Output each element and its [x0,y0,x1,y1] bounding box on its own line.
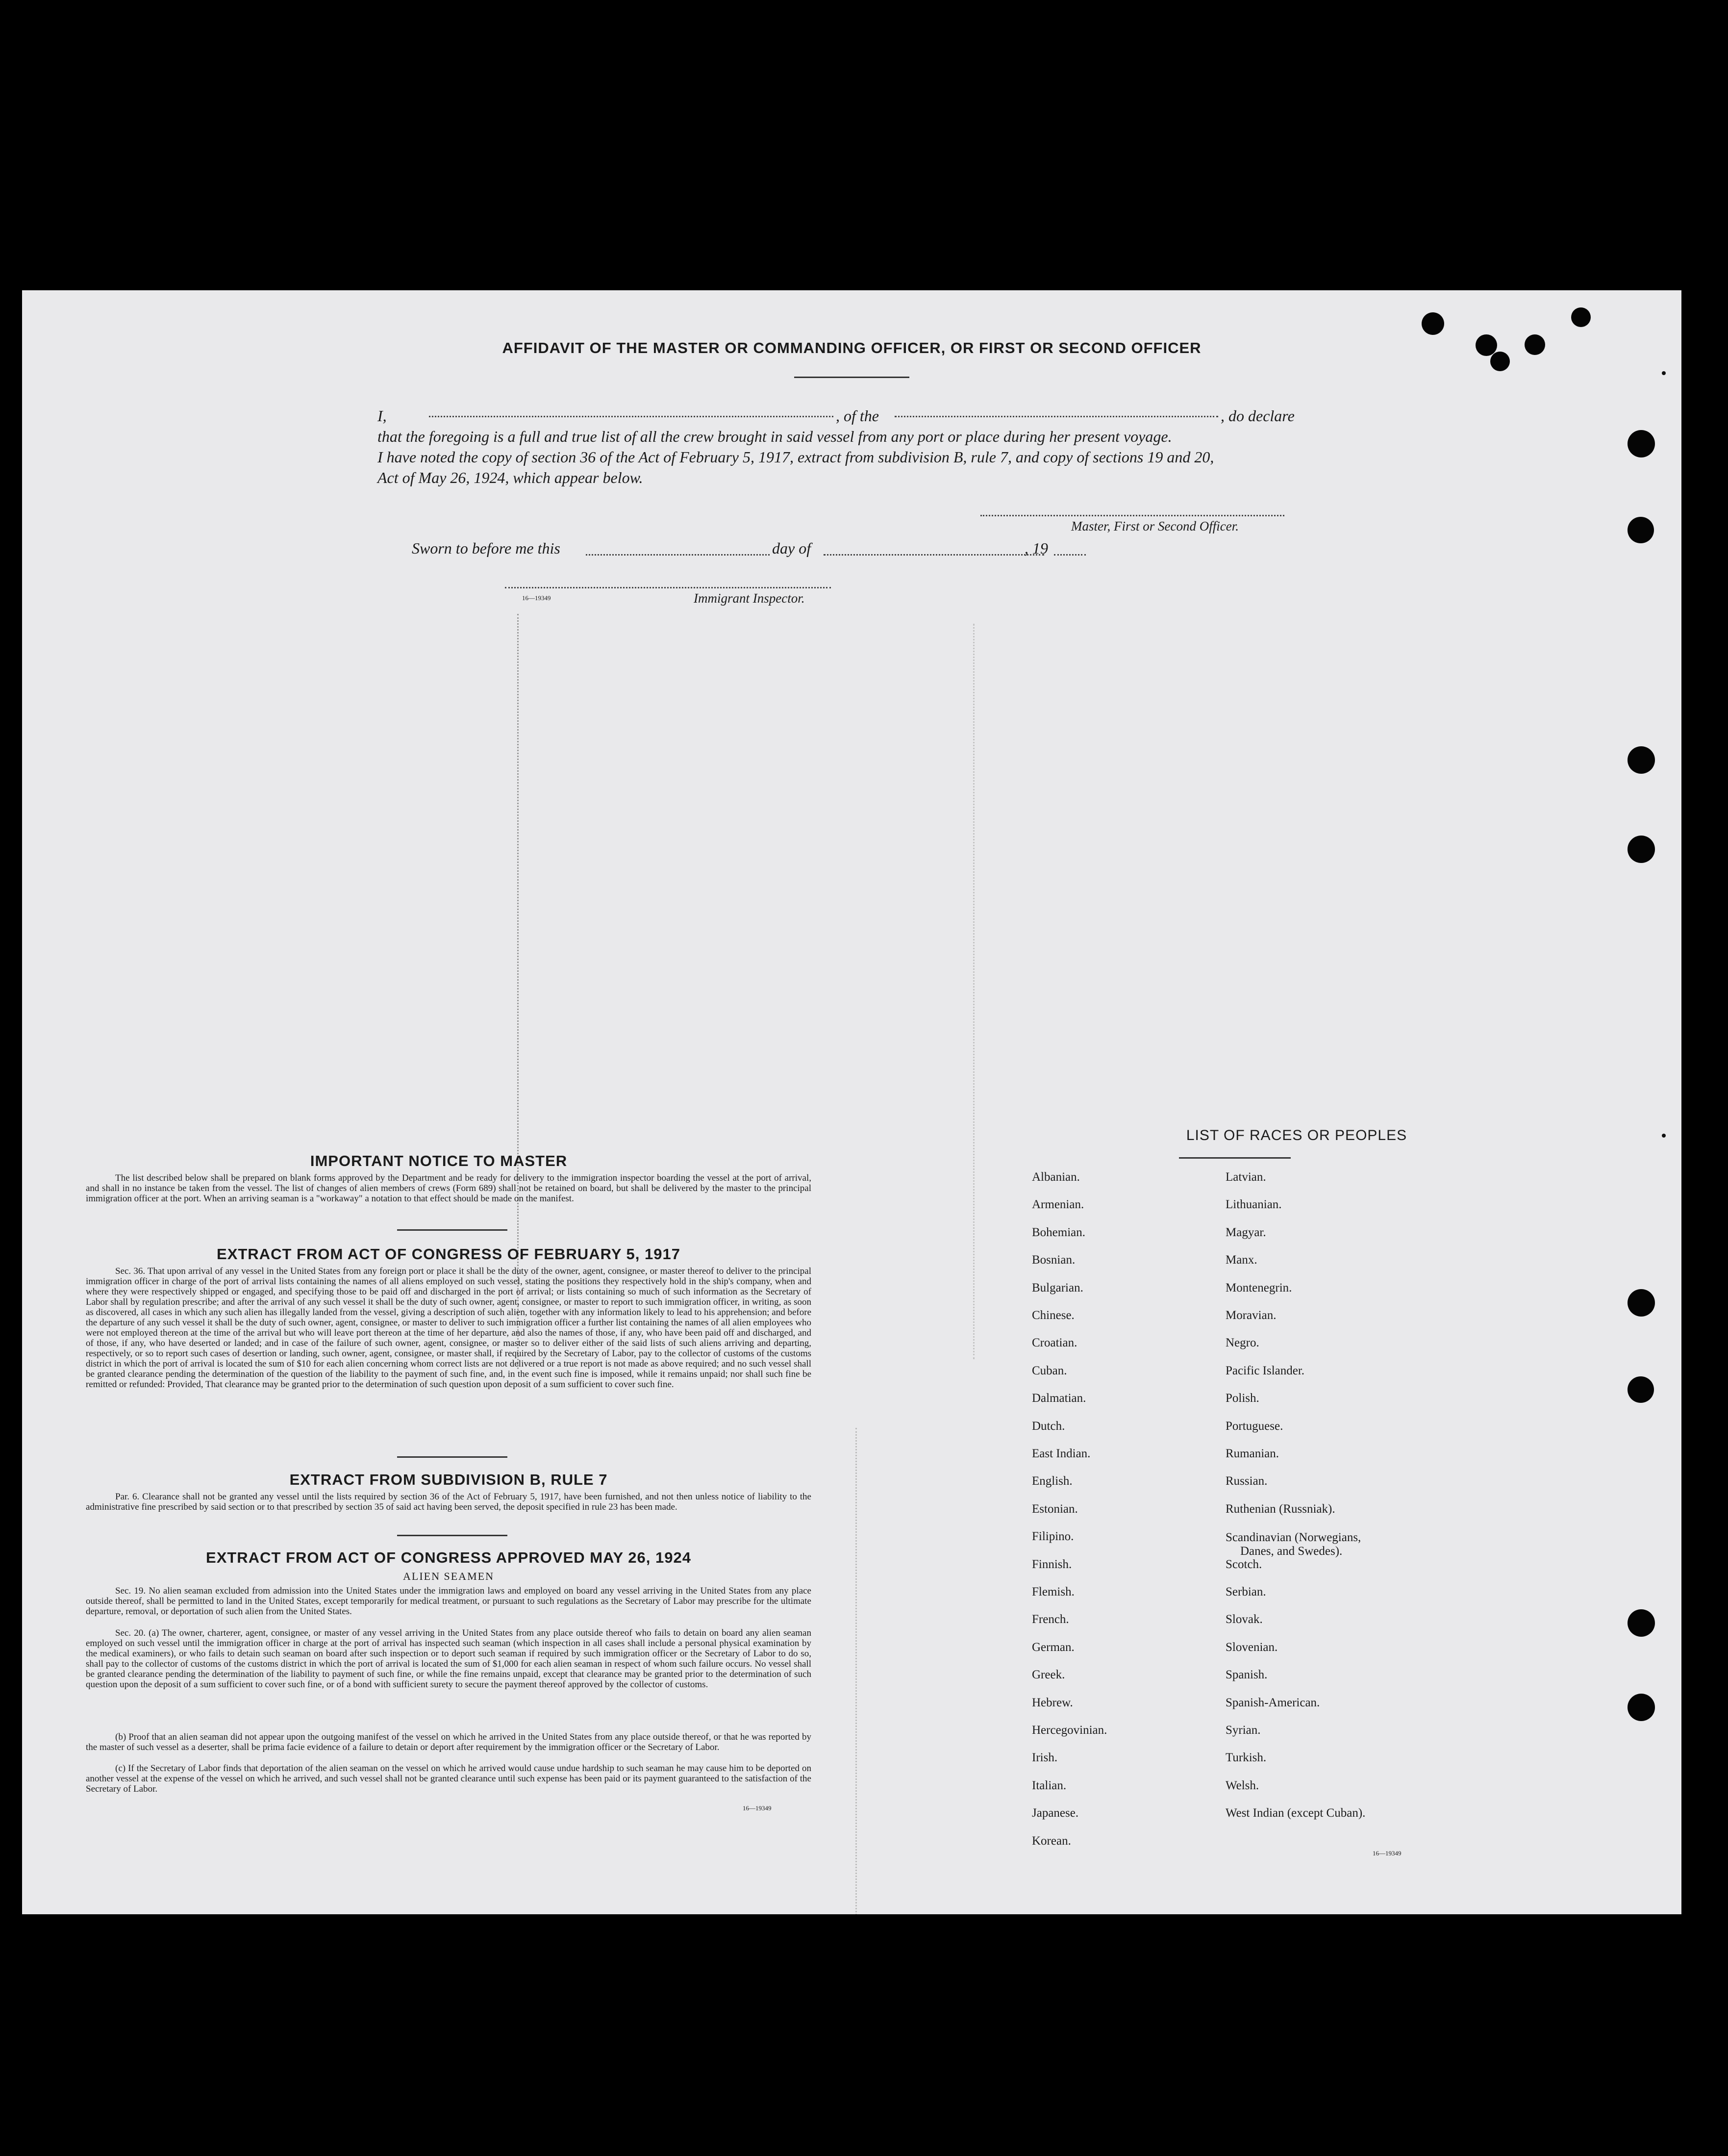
race-item: Finnish. [1032,1557,1072,1571]
notice-text: The list described below shall be prepared on blank forms approved by the Department and be ready for delivery to the immigration inspector boarding the vessel at the port of arrival, and shall in no instance be taken from the vessel. The list of changes of alien members of crews (Form 689) shall not be retained on board, but shall be delivered by the master to the principal immigration officer at the port. When an arriving seaman is a "workaway" a notation to that effect should be made on the manifest. [86,1173,811,1204]
punch-hole [1628,1289,1655,1317]
race-item: Flemish. [1032,1585,1075,1598]
race-item: Ruthenian (Russniak). [1226,1502,1335,1516]
races-rule [1179,1157,1291,1159]
race-item: Portuguese. [1226,1419,1283,1433]
affidavit-line-3: I have noted the copy of section 36 of the Act of February 5, 1917, extract from subdivision B, rule 7, and copy of sections 19 and 20, [377,448,1214,466]
sworn-date-field[interactable] [586,554,770,556]
race-item: Hercegovinian. [1032,1724,1107,1737]
speck [1662,371,1666,375]
race-item: Chinese. [1032,1309,1075,1322]
sec20a-text: Sec. 20. (a) The owner, charterer, agent, consignee, or master of any vessel arriving in the United States from any place outside thereof who fails to detain on board any alien seaman employed on such vessel until the immigration officer in charge at the port of arrival has inspected such seaman (which inspection in all cases shall include a personal physical examination by the medical examiners), or who fails to detain such seaman on board after such inspection or to deport such seaman if required by such immigration officer or the Secretary of Labor to do so, shall pay to the collector of customs of the customs district in which the port of arrival is located the sum of $1,000 for each alien seaman in respect of whom such failure occurs. No vessel shall be granted clearance pending the determination of the liability to payment of such fine, or while the fine remains unpaid, except that clearance may be granted prior to the determination of such question upon the deposit of a sum sufficient to cover such fine, or of a bond with sufficient surety to secure the payment thereof approved by the collector of customs. [86,1628,811,1690]
punch-hole [1422,312,1444,335]
race-item: Scotch. [1226,1557,1262,1571]
punch-hole [1628,1694,1655,1721]
race-item: Polish. [1226,1392,1259,1405]
punch-hole [1628,746,1655,774]
race-item: Italian. [1032,1778,1067,1792]
rule7-title: EXTRACT FROM SUBDIVISION B, RULE 7 [289,1471,608,1488]
section-rule [397,1535,507,1536]
sec20c-text: (c) If the Secretary of Labor finds that deportation of the alien seaman on the vessel on which he arrived would cause undue hardship to such seaman he may cause him to be deported on another vessel at the expense of the vessel on which he arrived, and such vessel shall not be granted clearance until such expense has been paid or its payment guaranteed to the satisfaction of the Secretary of Labor. [86,1763,811,1794]
year-label: , 19 [1025,539,1048,557]
master-signature-field[interactable] [980,515,1284,516]
form-number: 16—19349 [743,1804,772,1812]
punch-hole [1628,1376,1654,1403]
race-item: Albanian. [1032,1170,1080,1184]
fold-line [973,624,975,1359]
race-item: Armenian. [1032,1198,1084,1212]
do-declare-label: , do declare [1221,407,1295,425]
form-number: 16—19349 [1373,1850,1402,1857]
inspector-signature-field[interactable] [505,587,831,588]
extract-1917-title: EXTRACT FROM ACT OF CONGRESS OF FEBRUARY 5, 1917 [217,1245,680,1263]
sec20b-text: (b) Proof that an alien seaman did not appear upon the outgoing manifest of the vessel on which he arrived in the United States from any place outside thereof, or that he was reported by the master of such vessel as a deserter, shall be prima facie evidence of a failure to detain or deport after requirement by the immigration officer or the Secretary of Labor. [86,1732,811,1752]
document-page [22,290,1681,1914]
master-signature-label: Master, First or Second Officer. [1071,519,1239,533]
extract-1924-title: EXTRACT FROM ACT OF CONGRESS APPROVED MAY 26, 1924 [206,1549,691,1566]
title-rule [794,377,909,378]
race-item: Serbian. [1226,1585,1266,1598]
race-item: Turkish. [1226,1751,1267,1765]
race-item: Welsh. [1226,1778,1259,1792]
races-title: LIST OF RACES OR PEOPLES [1186,1127,1407,1143]
race-item: Syrian. [1226,1724,1261,1737]
inspector-label: Immigrant Inspector. [694,591,805,606]
punch-hole [1628,430,1655,457]
race-item: Latvian. [1226,1170,1266,1184]
race-item: Moravian. [1226,1309,1277,1322]
punch-hole [1628,517,1654,543]
sec19-text: Sec. 19. No alien seaman excluded from admission into the United States under the immigration laws and employed on board any vessel arriving in the United States from any place outside thereof, shall be permitted to land in the United States, except temporarily for medical treatment, or pursuant to such regulations as the Secretary of Labor may prescribe for the ultimate departure, removal, or deportation of such alien from the United States. [86,1586,811,1617]
race-item: Irish. [1032,1751,1058,1765]
sworn-prefix: Sworn to before me this [412,539,560,557]
race-item: Slovenian. [1226,1640,1278,1654]
race-item: French. [1032,1613,1069,1626]
punch-hole [1571,307,1591,327]
race-item: Dutch. [1032,1419,1065,1433]
extract-1917-text: Sec. 36. That upon arrival of any vessel in the United States from any foreign port or place it shall be the duty of the owner, agent, consignee, or master thereof to deliver to the principal immigration officer in charge of the port of arrival lists containing the names of all aliens employed on such vessel, stating the positions they respectively hold in the ship's company, when and where they were respectively shipped or engaged, and specifying those to be paid off and discharged in the port of arrival; or lists containing so much of such information as the Secretary of Labor shall by regulation prescribe; and after the arrival of any such vessel it shall be the duty of such owner, agent, consignee, or master to report to such immigration officer, in writing, as soon as discovered, all cases in which any such alien has illegally landed from the vessel, giving a description of such alien, together with any information likely to lead to his apprehension; and before the departure of any such vessel it shall be the duty of such owner, agent, consignee, or master to deliver to such immigration officer a further list containing the names of all alien employees who were not employed thereon at the time of the arrival but who will leave port thereon at the time of her departure, and also the names of those, if any, who have been paid off and discharged, and of those, if any, who have deserted or landed; and in case of the failure of such owner, agent, consignee, or master so to deliver either of the said lists of such aliens arriving and departing, respectively, or so to report such cases of desertion or landing, such owner, agent, consignee, or master shall, if required by the Secretary of Labor, pay to the collector of customs of the customs district in which the port of arrival is located the sum of $10 for each alien concerning whom correct lists are not delivered or a true report is not made as above required; and no such vessel shall be granted clearance pending the determination of the question of the liability to the payment of such fine, and, in the event such fine is imposed, while it remains unpaid; nor shall such fine be remitted or refunded: Provided, That clearance may be granted prior to the determination of such question upon deposit of a sum sufficient to cover such fine. [86,1266,811,1390]
race-item: Croatian. [1032,1336,1077,1350]
race-item: Filipino. [1032,1530,1074,1544]
of-the-label: , of the [836,407,879,425]
fold-line [855,1428,857,1914]
race-item: Cuban. [1032,1364,1067,1377]
speck [1662,1134,1666,1138]
race-item: Montenegrin. [1226,1281,1292,1294]
race-item: Negro. [1226,1336,1259,1350]
sworn-year-field[interactable] [1054,554,1086,556]
race-item: Manx. [1226,1253,1257,1267]
vessel-name-field[interactable] [895,416,1218,417]
race-item: Spanish-American. [1226,1696,1320,1709]
race-item: Russian. [1226,1474,1268,1488]
punch-hole [1628,1609,1655,1637]
race-item: Pacific Islander. [1226,1364,1305,1377]
declarant-prefix: I, [377,407,387,425]
punch-hole [1628,836,1655,863]
day-of-label: day of [772,539,811,557]
race-item: German. [1032,1640,1075,1654]
alien-seamen-subtitle: ALIEN SEAMEN [403,1570,494,1582]
affidavit-line-2: that the foregoing is a full and true list of all the crew brought in said vessel from any port or place during her present voyage. [377,428,1172,445]
race-item: Bosnian. [1032,1253,1076,1267]
race-item: Magyar. [1226,1225,1266,1239]
race-item: Japanese. [1032,1806,1079,1820]
race-item: Dalmatian. [1032,1392,1086,1405]
race-item: Estonian. [1032,1502,1078,1516]
race-item: Scandinavian (Norwegians, [1226,1531,1361,1545]
sworn-month-field[interactable] [824,554,1044,556]
race-item: Hebrew. [1032,1696,1073,1709]
race-item: Bulgarian. [1032,1281,1083,1294]
race-item-continuation: Danes, and Swedes). [1240,1545,1343,1558]
rule7-text: Par. 6. Clearance shall not be granted any vessel until the lists required by section 36 of the Act of February 5, 1917, have been furnished, and not then unless notice of liability to the administrative fine prescribed by said section or to that prescribed by section 35 of said act having been served, the deposit specified in rule 23 has been made. [86,1492,811,1512]
affidavit-line-4: Act of May 26, 1924, which appear below. [377,469,643,486]
race-item: Korean. [1032,1834,1071,1848]
race-item: Rumanian. [1226,1447,1279,1460]
declarant-name-field[interactable] [429,416,833,417]
race-item: Greek. [1032,1668,1065,1682]
affidavit-title: AFFIDAVIT OF THE MASTER OR COMMANDING OFFICER, OR FIRST OR SECOND OFFICER [502,339,1202,356]
race-item: Spanish. [1226,1668,1268,1682]
form-number: 16—19349 [522,594,551,602]
race-item: English. [1032,1474,1073,1488]
section-rule [397,1456,507,1458]
race-item: Bohemian. [1032,1225,1086,1239]
section-rule [397,1229,507,1231]
race-item: West Indian (except Cuban). [1226,1806,1366,1820]
race-item: Lithuanian. [1226,1198,1282,1212]
race-item: Slovak. [1226,1613,1263,1626]
race-item: East Indian. [1032,1447,1091,1460]
notice-title: IMPORTANT NOTICE TO MASTER [310,1152,568,1169]
